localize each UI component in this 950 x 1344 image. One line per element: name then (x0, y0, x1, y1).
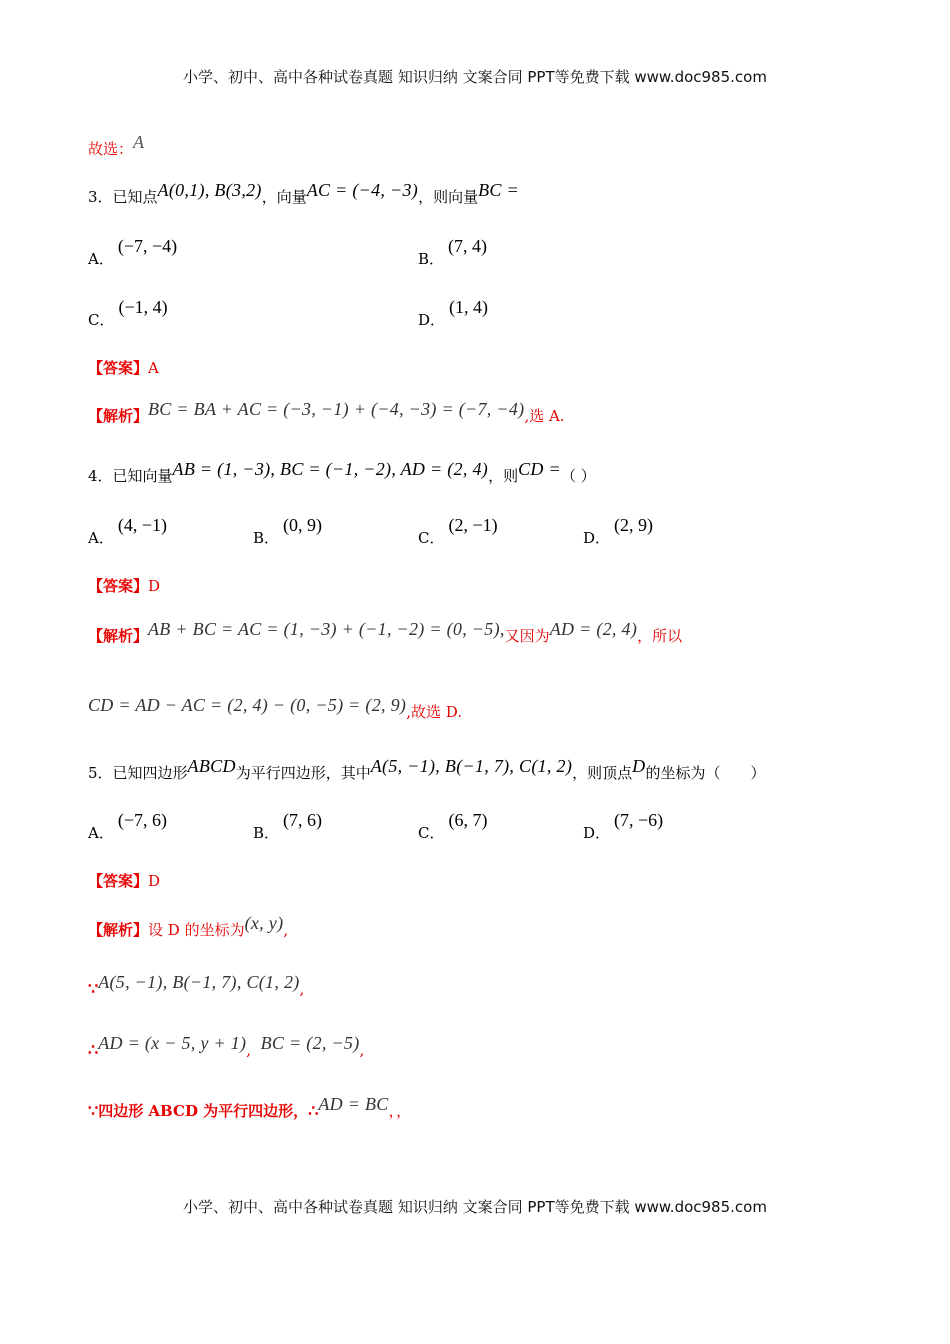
option-value: (2, 9) (614, 515, 654, 535)
q5-step-1-math: A(5, −1), B(−1, 7), C(1, 2) (98, 972, 300, 992)
option-value: (−7, −4) (117, 236, 178, 256)
option-value: (2, −1) (448, 515, 498, 535)
q5-step-3-tail: ，， (388, 1102, 412, 1120)
prev-answer-value: A (133, 132, 145, 152)
q5-analysis-text-1: 设 D 的坐标为 (148, 921, 245, 939)
q5-step-1-comma: , (299, 980, 305, 998)
q5-step-2-sep: , (246, 1041, 252, 1059)
q5-option-c[interactable] (418, 810, 488, 843)
q5-tail: ，则顶点 (572, 764, 633, 782)
q4-analysis-line-2 (88, 695, 462, 722)
answer-value: A (148, 359, 159, 377)
answer-value: D (148, 577, 161, 595)
question-4-stem (88, 459, 596, 486)
because-symbol: ∵ (88, 979, 99, 998)
page-header: 小学、初中、高中各种试卷真题 知识归纳 文案合同 PPT等免费下载 www.doc985.com (183, 68, 767, 86)
q5-number: 5．已知四边形 (88, 764, 188, 782)
q5-step-2-math-a: AD = (x − 5, y + 1) (98, 1033, 247, 1053)
q4-analysis-text-1: 又因为 (504, 627, 550, 645)
q5-step-1 (88, 972, 305, 999)
therefore-symbol: ∴ (88, 1040, 99, 1059)
answer-tag: 【答案】 (88, 872, 149, 890)
answer-value: D (148, 872, 161, 890)
option-label: B． (253, 824, 280, 842)
option-value: (7, 4) (448, 236, 488, 256)
q3-vector: AC = (−4, −3) (306, 180, 419, 200)
prev-answer-label: 故选： (88, 140, 134, 158)
q4-option-d[interactable] (583, 515, 654, 548)
option-value: (−1, 4) (118, 297, 168, 317)
q5-answer (88, 870, 160, 891)
q5-step-2-math-b: BC = (2, −5) (260, 1033, 360, 1053)
q5-shape: ABCD (187, 756, 236, 776)
q4-analysis-math-1: AB + BC = AC = (1, −3) + (−1, −2) = (0, −5), (148, 619, 505, 639)
therefore-symbol: ∴ (308, 1101, 319, 1120)
q3-mid: ，向量 (261, 188, 307, 206)
q3-analysis-tail: ,选 A. (524, 407, 565, 425)
option-label: D． (583, 824, 611, 842)
option-label: D． (583, 529, 611, 547)
q5-analysis-math-1: (x, y) (244, 913, 284, 933)
q3-tail: ，则向量 (418, 188, 479, 206)
q5-step-2 (88, 1033, 365, 1060)
q5-step-3 (88, 1094, 412, 1121)
q5-option-b[interactable] (253, 810, 323, 843)
analysis-tag: 【解析】 (88, 407, 149, 425)
option-value: (6, 7) (448, 810, 488, 830)
option-value: (1, 4) (449, 297, 489, 317)
option-label: A． (88, 250, 114, 268)
page-footer: 小学、初中、高中各种试卷真题 知识归纳 文案合同 PPT等免费下载 www.doc985.com (183, 1198, 767, 1216)
because-symbol: ∵ (88, 1101, 99, 1120)
q4-answer (88, 575, 160, 596)
q4-given: AB = (1, −3), BC = (−1, −2), AD = (2, 4) (172, 459, 489, 479)
q5-step-3-text: 四边形 ABCD 为平行四边形， (98, 1102, 309, 1120)
q3-analysis-math: BC = BA + AC = (−3, −1) + (−4, −3) = (−7, −4) (148, 399, 525, 419)
option-value: (−7, 6) (117, 810, 167, 830)
option-label: B． (253, 529, 280, 547)
analysis-tag: 【解析】 (88, 921, 149, 939)
option-label: A． (88, 824, 114, 842)
q3-answer (88, 357, 159, 378)
option-label: C． (418, 824, 445, 842)
option-value: (0, 9) (283, 515, 323, 535)
q5-step-3-math: AD = BC (318, 1094, 389, 1114)
q5-points: A(5, −1), B(−1, 7), C(1, 2) (370, 756, 573, 776)
q4-analysis-text-2: ，所以 (637, 627, 683, 645)
q5-step-2-comma: , (359, 1041, 365, 1059)
option-label: B． (418, 250, 445, 268)
analysis-tag: 【解析】 (88, 627, 149, 645)
answer-tag: 【答案】 (88, 577, 149, 595)
q4-analysis-math-2: AD = (2, 4) (549, 619, 638, 639)
q5-analysis-comma-1: , (283, 921, 289, 939)
question-3-stem (88, 180, 519, 207)
q4-mid: ，则 (488, 467, 519, 485)
answer-tag: 【答案】 (88, 359, 149, 377)
q3-option-c[interactable] (88, 297, 168, 330)
q3-points: A(0,1), B(3,2) (157, 180, 262, 200)
option-label: C． (418, 529, 445, 547)
q5-mid: 为平行四边形，其中 (235, 764, 371, 782)
q4-option-b[interactable] (253, 515, 323, 548)
q4-option-c[interactable] (418, 515, 498, 548)
q4-option-a[interactable] (88, 515, 167, 548)
option-label: C． (88, 311, 115, 329)
q5-tail-2: 的坐标为（ ） (645, 764, 766, 782)
q3-analysis (88, 399, 565, 426)
q4-paren: （ ） (560, 467, 596, 485)
question-5-stem (88, 756, 766, 783)
q4-analysis-tail: ,故选 D. (406, 703, 462, 721)
q4-analysis-line-1 (88, 619, 683, 646)
q4-analysis-math-3: CD = AD − AC = (2, 4) − (0, −5) = (2, 9) (88, 695, 407, 715)
q3-option-b[interactable] (418, 236, 488, 269)
q4-number: 4．已知向量 (88, 467, 173, 485)
q5-vertex: D (632, 756, 646, 776)
q3-option-d[interactable] (418, 297, 489, 330)
q3-ask: BC = (478, 180, 519, 200)
option-label: A． (88, 529, 114, 547)
q3-number: 3．已知点 (88, 188, 158, 206)
option-value: (4, −1) (117, 515, 167, 535)
q5-analysis-line-1 (88, 913, 289, 940)
q4-ask: CD = (518, 459, 561, 479)
q5-option-a[interactable] (88, 810, 167, 843)
option-value: (7, −6) (614, 810, 664, 830)
q3-option-a[interactable] (88, 236, 178, 269)
q5-option-d[interactable] (583, 810, 664, 843)
prev-answer-line (88, 132, 145, 159)
option-label: D． (418, 311, 446, 329)
option-value: (7, 6) (283, 810, 323, 830)
